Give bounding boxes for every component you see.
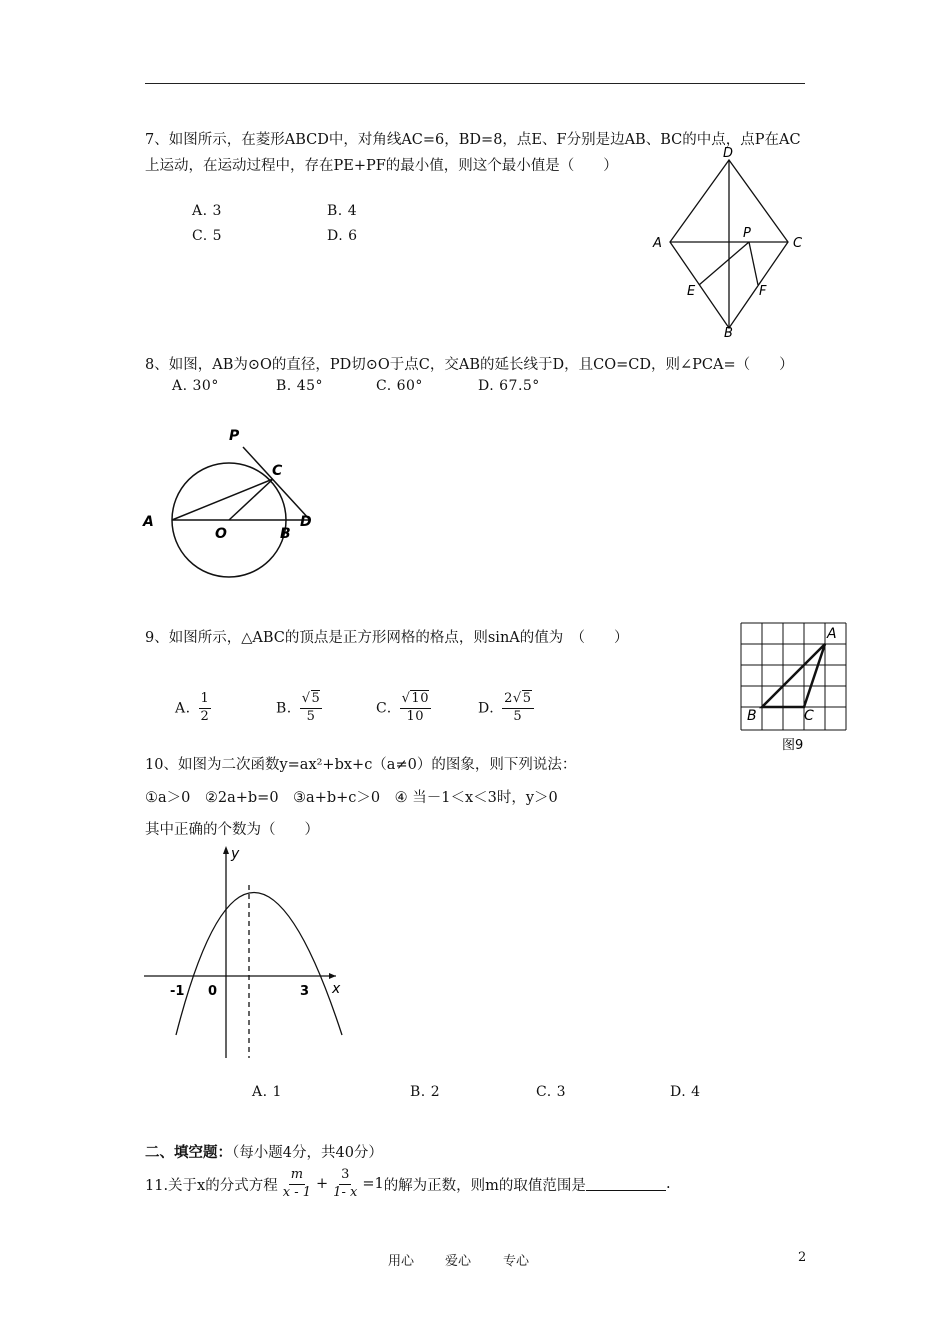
q7-rhombus-figure [645, 140, 815, 340]
q9-option-a [175, 692, 214, 725]
header-rule [145, 83, 805, 84]
label-b: B [747, 708, 757, 724]
q9-option-b-fraction [300, 692, 323, 725]
chord-ac [172, 479, 273, 520]
q8-option-b: B. 45° [276, 378, 324, 394]
q9-option-d-num: 5 [522, 691, 532, 706]
q9-option-a-num: 1 [199, 692, 212, 709]
q9-option-c-den: 10 [406, 708, 425, 724]
label-d: D [723, 146, 734, 161]
q11-frac2-den: 1- x [333, 1184, 358, 1200]
section-2-note: （每小题4分，共40分） [232, 1145, 383, 1161]
page-number: 2 [798, 1250, 807, 1265]
label-c: C [272, 463, 283, 479]
label-b: B [724, 326, 733, 340]
label-a: A [827, 626, 837, 642]
q11-text [145, 1168, 671, 1201]
label-e: E [687, 284, 696, 299]
q11-plus: + [316, 1176, 329, 1193]
q9-option-d-num-wrap: 2√5 [502, 692, 533, 709]
q9-option-a-fraction [199, 692, 212, 725]
q11-frac1-num: m [289, 1168, 305, 1185]
y-axis-arrow [223, 846, 229, 854]
label-a: A [653, 236, 662, 251]
q9-option-d-fraction [502, 692, 533, 725]
q9-option-c-num: 10 [411, 691, 429, 706]
q9-option-a-den: 2 [200, 708, 210, 724]
q10-option-d: D. 4 [670, 1084, 701, 1100]
footer-motto-1: 用心 [388, 1254, 415, 1269]
label-a: A [143, 514, 154, 530]
label-c: C [793, 236, 803, 251]
q8-option-a: A. 30° [172, 378, 219, 394]
q9-option-a-letter: A. [175, 700, 191, 717]
q10-line1-post: 的图象，则下列说法： [431, 757, 577, 773]
section-2-heading [145, 1141, 383, 1162]
label-zero: 0 [208, 984, 218, 999]
segment-pf [749, 242, 758, 285]
q11-frac2-num: 3 [339, 1168, 351, 1185]
q9-option-b-num-wrap: √5 [300, 692, 323, 709]
q8-circle-figure [135, 420, 335, 585]
q9-option-b [276, 692, 325, 725]
q7-option-c: C. 5 [192, 228, 223, 244]
footer-motto-3: 专心 [503, 1254, 530, 1269]
q10-parabola-figure [140, 840, 355, 1068]
q7-option-a: A. 3 [192, 203, 222, 219]
segment-pe [699, 242, 749, 285]
q11-answer-blank [586, 1178, 666, 1191]
label-three: 3 [300, 984, 310, 999]
label-p: P [743, 226, 751, 241]
q9-option-d-den: 5 [513, 708, 523, 724]
label-o: O [215, 526, 227, 542]
q10-function: y=ax²+bx+c（a≠0） [279, 757, 432, 773]
q7-text-line2: 上运动，在运动过程中，存在PE+PF的最小值，则这个最小值是（ ） [145, 158, 618, 174]
q9-text-line1: 9、如图所示，△ABC的顶点是正方形网格的格点，则sinA的值为 （ ） [145, 630, 629, 646]
q9-option-d [478, 692, 537, 725]
figure-caption: 图9 [782, 738, 804, 753]
q7-option-d: D. 6 [327, 228, 358, 244]
q10-option-c: C. 3 [536, 1084, 567, 1100]
label-x: x [332, 981, 341, 997]
footer-motto-2: 爱心 [445, 1254, 472, 1269]
tangent-pd [243, 447, 310, 520]
radius-oc [229, 479, 273, 520]
label-p: P [229, 428, 240, 444]
q10-option-b: B. 2 [410, 1084, 441, 1100]
q9-grid-figure [738, 620, 853, 760]
label-c: C [804, 708, 814, 724]
q9-option-c-num-wrap: √10 [400, 692, 431, 709]
q9-option-d-coef: 2 [504, 691, 513, 706]
q9-option-b-den: 5 [306, 708, 316, 724]
q11-pre: 11.关于x的分式方程 [145, 1177, 278, 1194]
q8-option-d: D. 67.5° [478, 378, 540, 394]
parabola-curve [176, 893, 342, 1036]
label-y: y [231, 846, 240, 862]
q11-fraction-1 [281, 1168, 313, 1201]
label-minus-one: -1 [170, 984, 185, 999]
q10-text-line1 [145, 753, 576, 774]
q10-text-line3: 其中正确的个数为（ ） [145, 822, 319, 838]
q9-option-d-letter: D. [478, 700, 495, 717]
label-d: D [300, 514, 312, 530]
q11-post: 的解为正数，则m的取值范围是 [383, 1177, 586, 1194]
q9-option-b-num: 5 [311, 691, 321, 706]
triangle-abc [762, 644, 825, 707]
q10-text-line2: ①a＞0 ②2a+b=0 ③a+b+c＞0 ④ 当－1＜x＜3时，y＞0 [145, 790, 558, 806]
label-f: F [759, 284, 767, 299]
q11-end: . [665, 1176, 671, 1193]
q9-option-c-letter: C. [376, 700, 392, 717]
q8-option-c: C. 60° [376, 378, 423, 394]
q7-text-line1: 7、如图所示，在菱形ABCD中，对角线AC=6，BD=8，点E、F分别是边AB、BC的中点，点P在AC [145, 132, 801, 148]
q9-option-c-fraction [400, 692, 431, 725]
q10-option-a: A. 1 [252, 1084, 282, 1100]
section-2-title: 二、填空题： [145, 1144, 232, 1161]
q9-option-c [376, 692, 434, 725]
label-b: B [280, 526, 291, 542]
q11-fraction-2 [331, 1168, 359, 1201]
x-axis-arrow [329, 973, 336, 979]
q8-text-line1: 8、如图，AB为⊙O的直径，PD切⊙O于点C，交AB的延长线于D，且CO=CD，则∠PCA=（ ） [145, 357, 794, 373]
q11-equals: =1 [362, 1176, 384, 1193]
q10-line1-pre: 10、如图为二次函数 [145, 757, 280, 773]
q7-option-b: B. 4 [327, 203, 358, 219]
q11-frac1-den: x - 1 [282, 1184, 312, 1200]
q9-option-b-letter: B. [276, 700, 292, 717]
